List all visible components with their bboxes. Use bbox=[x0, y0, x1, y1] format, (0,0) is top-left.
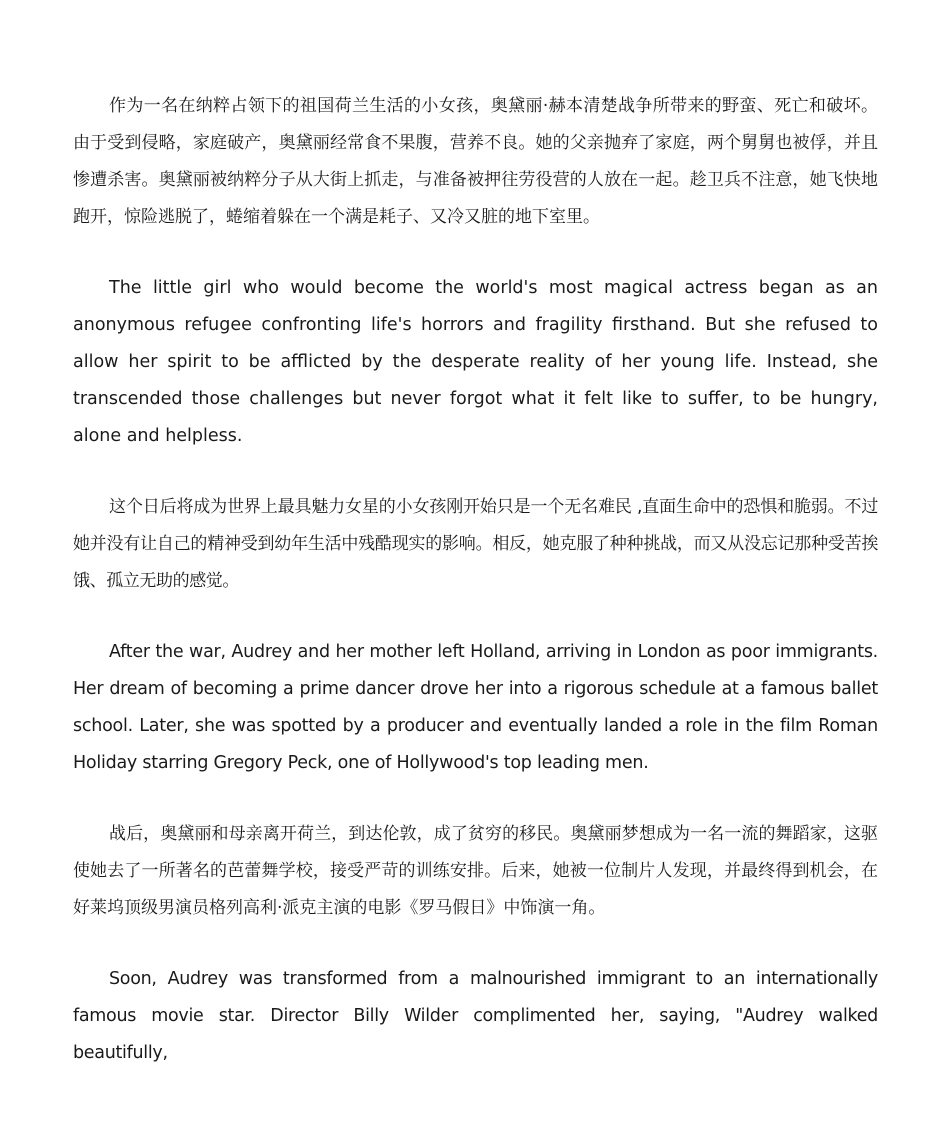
paragraph-zh-2: 这个日后将成为世界上最具魅力女星的小女孩刚开始只是一个无名难民 ,直面生命中的恐惧和脆弱。不过她并没有让自己的精神受到幼年生活中残酷现实的影响。相反，她克服了种种挑战，而又从没忘记那种受苦挨饿、孤立无助的感觉。 bbox=[73, 497, 878, 591]
paragraph-zh-1: 作为一名在纳粹占领下的祖国荷兰生活的小女孩，奥黛丽·赫本清楚战争所带来的野蛮、死亡和破坏。由于受到侵略，家庭破产，奥黛丽经常食不果腹，营养不良。她的父亲抛弃了家庭，两个舅舅也被俘，并且惨遭杀害。奥黛丽被纳粹分子从大街上抓走，与准备被押往劳役营的人放在一起。趁卫兵不注意，她飞快地跑开，惊险逃脱了，蜷缩着躲在一个满是耗子、又冷又脏的地下室里。 bbox=[73, 96, 878, 227]
paragraph-en-3: Soon, Audrey was transformed from a malnourished immigrant to an internationally famous movie star. Director Billy Wilder complimented her, saying, "Audrey walked beautifully, bbox=[73, 969, 878, 1063]
paragraph-en-2: After the war, Audrey and her mother left Holland, arriving in London as poor immigrants. Her dream of becoming a prime dancer drove her into a rigorous schedule at a famous ballet school. Later, she was spotted by a producer and eventually landed a role in the film Roman Holiday starring Gregory Peck, one of Hollywood's top leading men. bbox=[73, 642, 878, 773]
paragraph-zh-3: 战后，奥黛丽和母亲离开荷兰，到达伦敦，成了贫穷的移民。奥黛丽梦想成为一名一流的舞蹈家，这驱使她去了一所著名的芭蕾舞学校，接受严苛的训练安排。后来，她被一位制片人发现，并最终得到机会，在好莱坞顶级男演员格列高利·派克主演的电影《罗马假日》中饰演一角。 bbox=[73, 824, 878, 918]
document-body bbox=[73, 88, 878, 1106]
paragraph-en-1: The little girl who would become the world's most magical actress began as an anonymous refugee confronting life's horrors and fragility firsthand. But she refused to allow her spirit to be afflicted by the desperate reality of her young life. Instead, she transcended those challenges but never forgot what it felt like to suffer, to be hungry, alone and helpless. bbox=[73, 278, 878, 446]
